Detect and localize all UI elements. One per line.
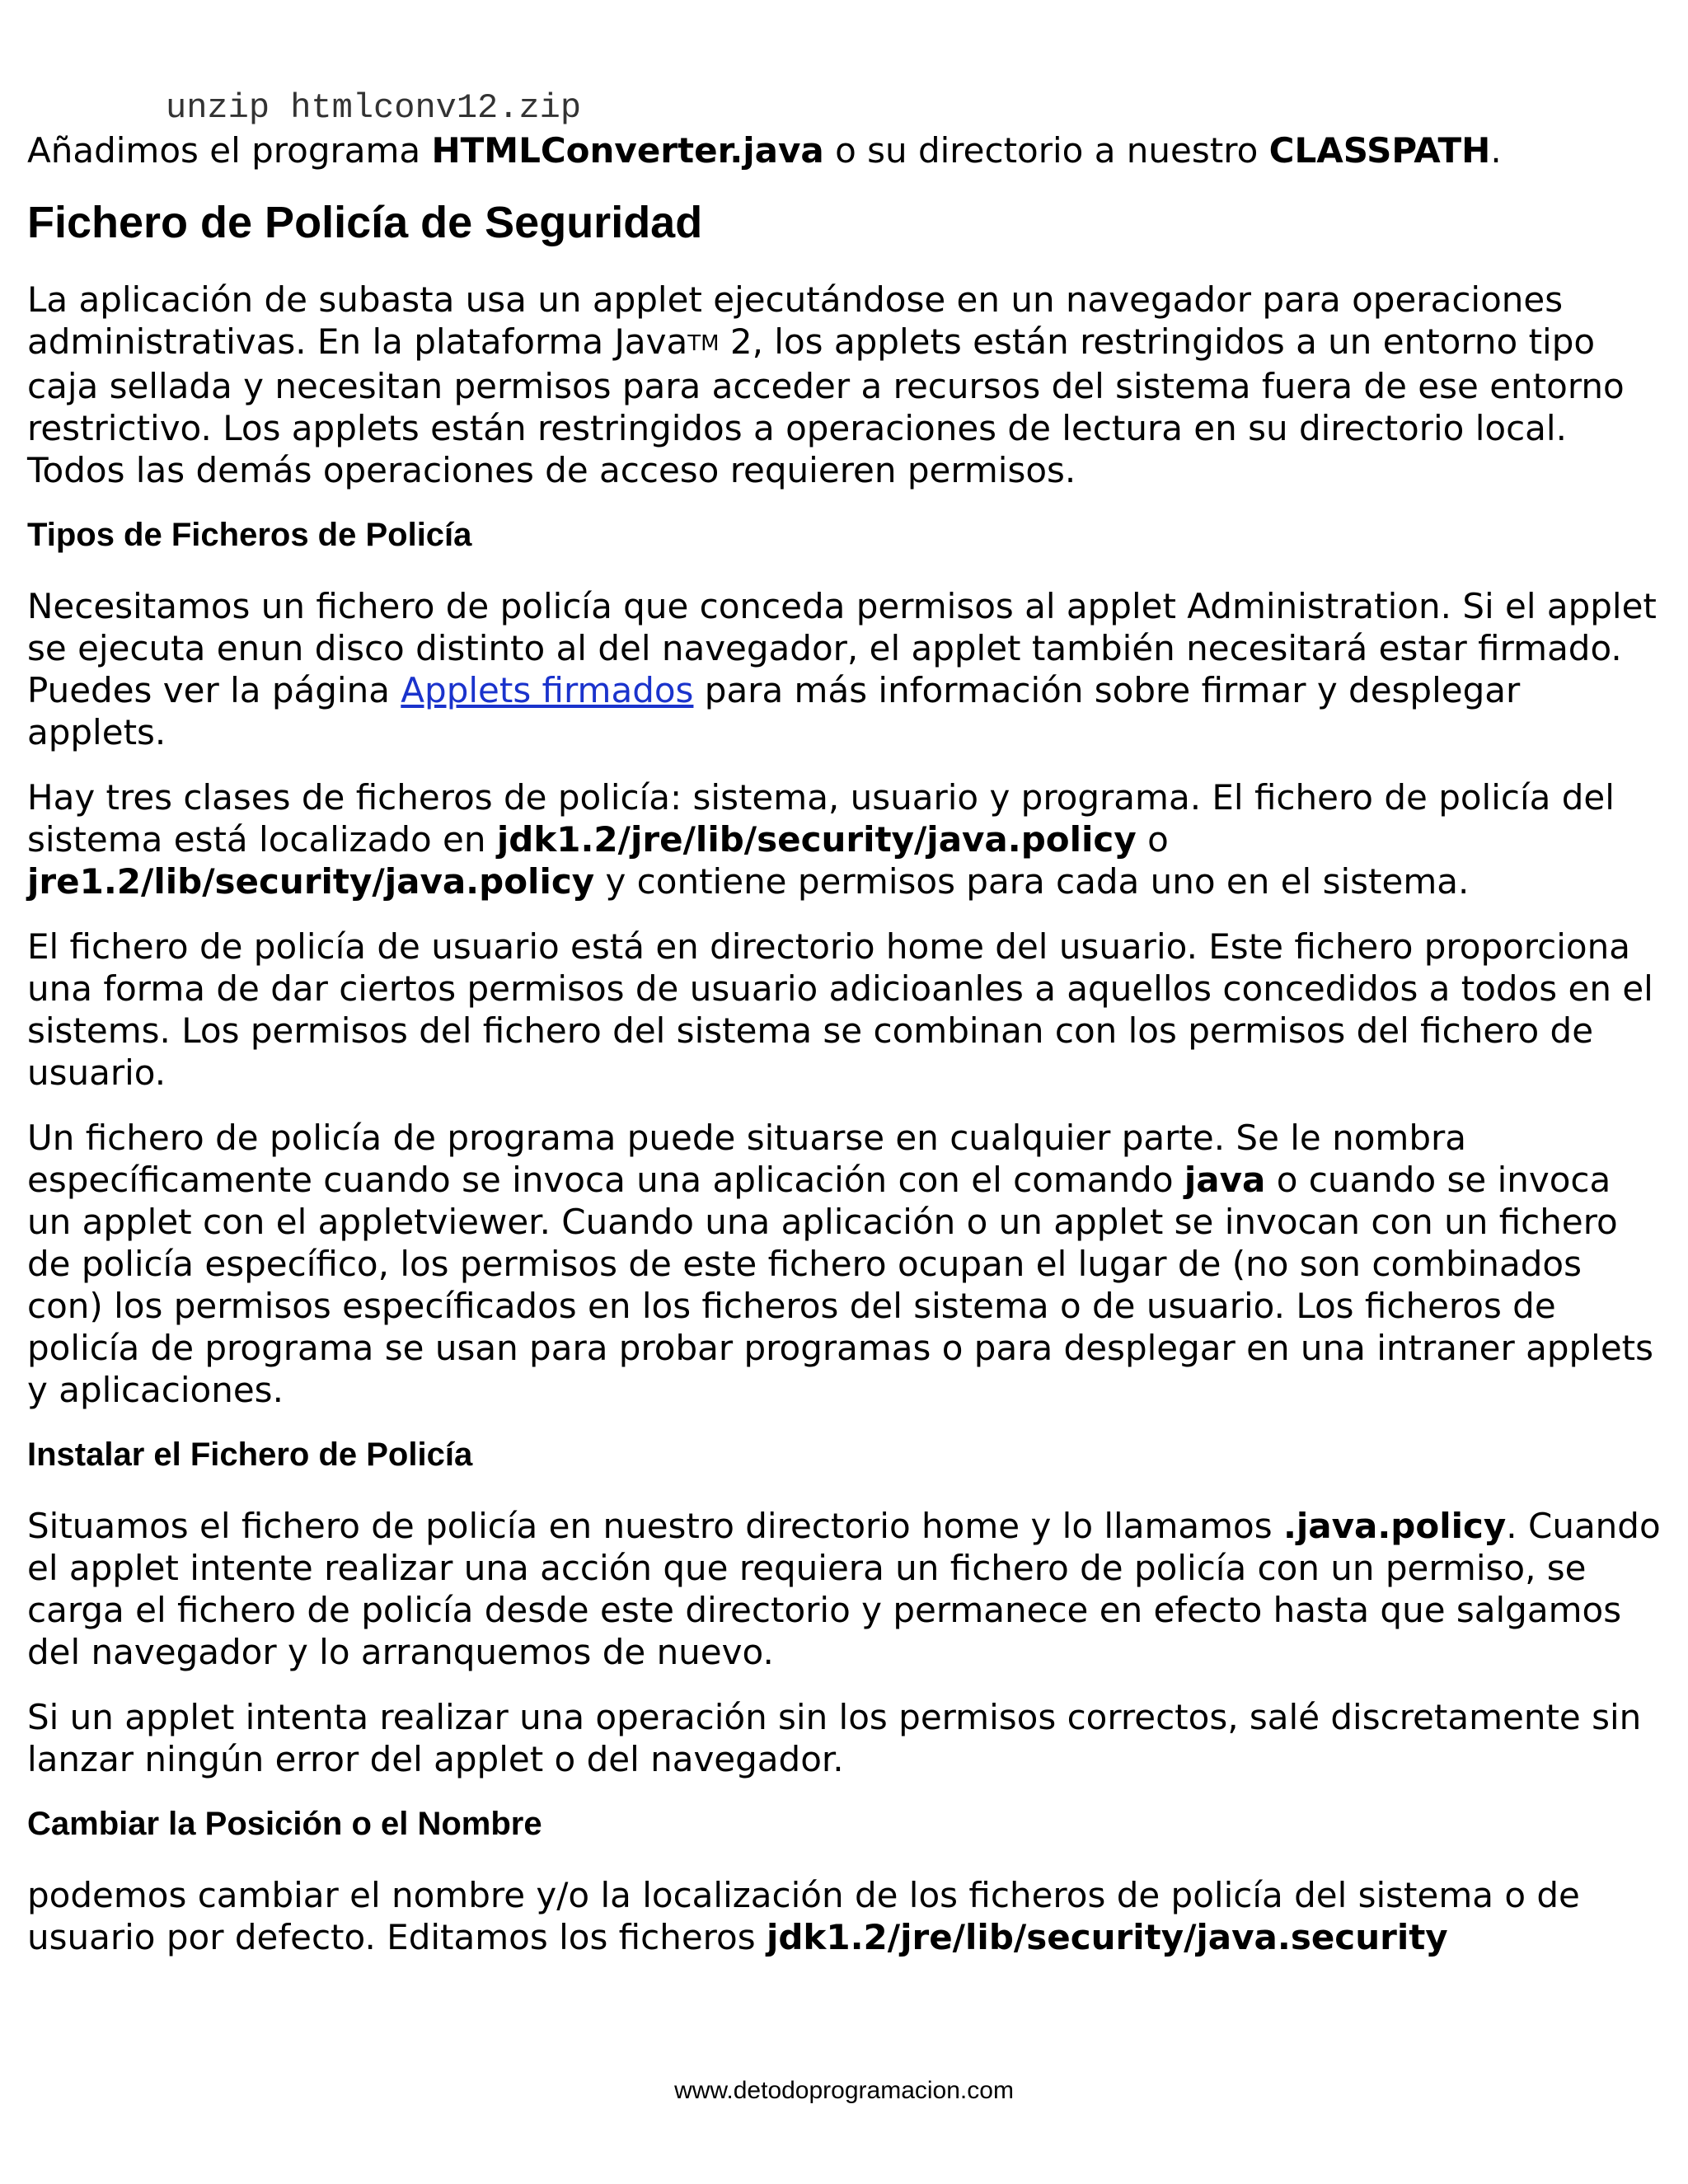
- section-heading-instalar: Instalar el Fichero de Policía: [27, 1436, 473, 1473]
- trademark: TM: [687, 331, 720, 356]
- section-heading-cambiar: Cambiar la Posición o el Nombre: [27, 1806, 542, 1842]
- text: Añadimos el programa: [27, 130, 432, 171]
- bold-term: .java.policy: [1282, 1506, 1507, 1546]
- text: Necesitamos un fichero de policía que conceda permisos al applet Administration. Si el applet se ejecuta enun disco distinto al del navegador, el applet también necesitará estar firmado. Puedes ver la página: [27, 586, 1657, 710]
- text: Hay tres clases de ficheros de policía: sistema, usuario y programa. El fichero de policía del sistema está localizado en: [27, 777, 1615, 860]
- document-page: [27, 87, 1663, 1958]
- text: Situamos el fichero de policía en nuestro directorio home y lo llamamos: [27, 1506, 1283, 1546]
- text: para más información sobre firmar y desplegar applets.: [27, 670, 1521, 752]
- bold-path: jre1.2/lib/security/java.policy: [27, 861, 595, 902]
- clases-paragraph: [27, 776, 1663, 902]
- intro-paragraph: [27, 129, 1663, 171]
- text: Un fichero de policía de programa puede situarse en cualquier parte. Se le nombra específicamente cuando se invoca una aplicación con el comando: [27, 1118, 1467, 1200]
- text: o su directorio a nuestro: [823, 130, 1269, 171]
- code-line: unzip htmlconv12.zip: [166, 88, 582, 128]
- usuario-paragraph: El fichero de policía de usuario está en directorio home del usuario. Este fichero proporciona una forma de dar ciertos permisos de usuario adicioanles a aquellos concedidos a todos en el sistems. Los permisos del fichero del sistema se combinan con los permisos del fichero de usuario.: [27, 926, 1653, 1093]
- bold-path: jdk1.2/jre/lib/security/java.policy: [496, 819, 1137, 860]
- podemos-paragraph: [27, 1874, 1663, 1958]
- text: podemos cambiar el nombre y/o la localización de los ficheros de policía del sistema o de usuario por defecto. Editamos los ficheros: [27, 1875, 1580, 1957]
- text: .: [1490, 130, 1502, 171]
- text: o: [1136, 819, 1169, 860]
- text: 2, los applets están restringidos a un entorno tipo caja sellada y necesitan permisos para acceder a recursos del sistema fuera de ese entorno restrictivo. Los applets están restringidos a operaciones de lectura en su directorio local. Todos las demás operaciones de acceso requieren permisos.: [27, 321, 1625, 490]
- footer-url: www.detodoprogramacion.com: [674, 2077, 1014, 2104]
- text: o cuando se invoca un applet con el appletviewer. Cuando una aplicación o un applet se invocan con un fichero de policía específico, los permisos de este fichero ocupan el lugar de (no son combinados con) los permisos específicados en los ficheros del sistema o de usuario. Los ficheros de policía de programa se usan para probar programas o para desplegar en una intraner applets y aplicaciones.: [27, 1160, 1654, 1410]
- bold-path: jdk1.2/jre/lib/security/java.security: [766, 1917, 1448, 1957]
- section-heading-tipos: Tipos de Ficheros de Policía: [27, 517, 472, 553]
- bold-term: HTMLConverter.java: [431, 130, 824, 171]
- necesitamos-paragraph: [27, 585, 1663, 753]
- programa-paragraph: [27, 1117, 1663, 1411]
- security-paragraph: [27, 279, 1663, 491]
- applets-firmados-link[interactable]: Applets firmados: [401, 670, 694, 710]
- text: y contiene permisos para cada uno en el sistema.: [594, 861, 1470, 902]
- situamos-paragraph: [27, 1505, 1663, 1673]
- main-heading: Fichero de Policía de Seguridad: [27, 198, 703, 247]
- bold-term: CLASSPATH: [1268, 130, 1491, 171]
- sin-permisos-paragraph: Si un applet intenta realizar una operación sin los permisos correctos, salé discretamente sin lanzar ningún error del applet o del navegador.: [27, 1697, 1642, 1779]
- text: . Cuando el applet intente realizar una acción que requiera un fichero de policía con un permiso, se carga el fichero de policía desde este directorio y permanece en efecto hasta que salgamos del navegador y lo arranquemos de nuevo.: [27, 1506, 1661, 1672]
- bold-term: java: [1184, 1160, 1266, 1200]
- text: La aplicación de subasta usa un applet ejecutándose en un navegador para operaciones administrativas. En la plataforma Java: [27, 279, 1564, 362]
